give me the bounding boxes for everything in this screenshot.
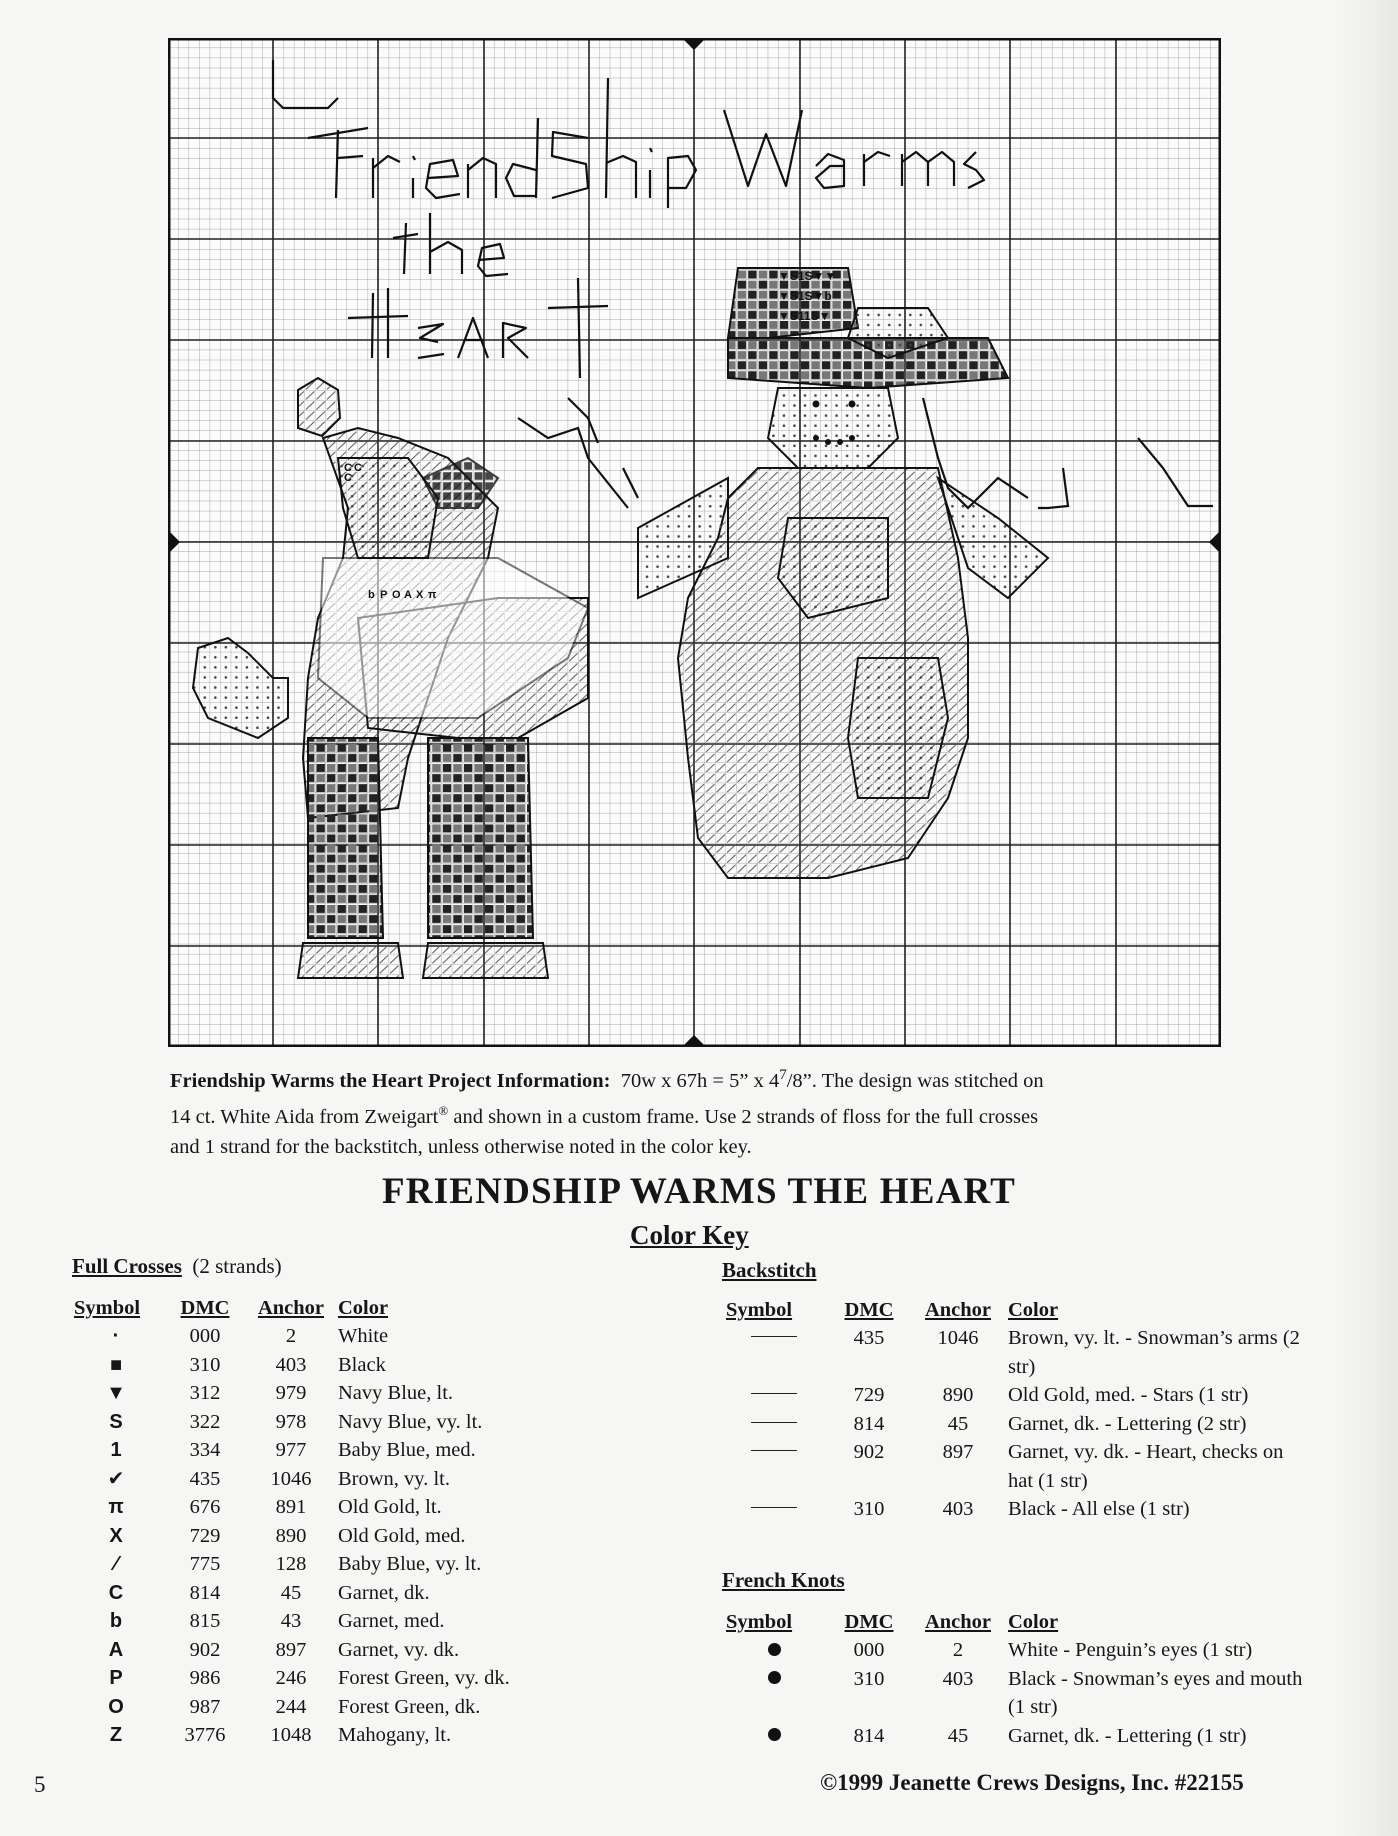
- color-cell: Garnet, med.: [338, 1610, 445, 1632]
- dmc-cell: 902: [189, 1638, 221, 1661]
- backstitch-line-icon: [751, 1336, 797, 1337]
- color-cell: Mahogany, lt.: [338, 1724, 452, 1746]
- bs-col-symbol: Symbol: [726, 1299, 793, 1321]
- penguin-cell-c2: C: [354, 462, 362, 474]
- color-cell: Brown, vy. lt. - Snowman’s arms (2 str): [1008, 1327, 1300, 1378]
- color-cell: Black - Snowman’s eyes and mouth (1 str): [1008, 1667, 1303, 1718]
- registered-mark: ®: [438, 1102, 449, 1118]
- fk-col-color: Color: [1008, 1611, 1059, 1633]
- snowman-hat-row-1: ▼S1S▼▼: [778, 269, 837, 283]
- table-row: [74, 1721, 518, 1750]
- table-row: [74, 1465, 518, 1494]
- french-knots-heading: [722, 1568, 845, 1593]
- snowman-hat-row-3: ▼S11S▼: [778, 309, 831, 323]
- color-cell: Black: [338, 1353, 386, 1376]
- anchor-cell: 891: [275, 1496, 307, 1518]
- symbol-cell: ·: [112, 1325, 120, 1347]
- dmc-cell: 310: [853, 1667, 885, 1690]
- symbol-cell: [726, 1324, 830, 1381]
- dmc-cell: 814: [853, 1412, 885, 1435]
- penguin-cell-c3: C: [344, 472, 352, 484]
- symbol-cell: O: [108, 1695, 124, 1718]
- dmc-cell: 729: [189, 1524, 221, 1547]
- project-info-size-end: /8”. The design was stitched on: [786, 1069, 1044, 1092]
- anchor-cell: 45: [947, 1724, 969, 1747]
- table-row: [74, 1379, 518, 1408]
- table-row: [726, 1324, 1316, 1381]
- penguin-cell-o: O: [392, 589, 401, 601]
- anchor-cell: 403: [942, 1498, 974, 1520]
- project-information: [170, 1060, 1230, 1162]
- anchor-cell: 977: [275, 1439, 307, 1461]
- backstitch-table: [726, 1292, 1316, 1524]
- dmc-cell: 729: [853, 1384, 885, 1406]
- col-symbol: Symbol: [74, 1297, 141, 1319]
- symbol-cell: π: [108, 1496, 124, 1518]
- table-row: [726, 1438, 1316, 1495]
- anchor-cell: 45: [280, 1581, 302, 1604]
- table-row: [726, 1722, 1316, 1751]
- anchor-cell: 897: [275, 1638, 307, 1661]
- project-info-label: Friendship Warms the Heart Project Information:: [170, 1069, 611, 1092]
- color-cell: Garnet, vy. dk.: [338, 1638, 460, 1661]
- color-cell: White - Penguin’s eyes (1 str): [1008, 1639, 1253, 1661]
- symbol-cell: A: [108, 1638, 124, 1661]
- penguin-cell-c1: C: [344, 462, 352, 474]
- anchor-cell: 403: [942, 1667, 974, 1690]
- table-row: [74, 1636, 518, 1665]
- table-row: [74, 1693, 518, 1722]
- symbol-cell: ■: [109, 1353, 123, 1376]
- dmc-cell: 435: [189, 1467, 221, 1490]
- symbol-cell: S: [109, 1410, 123, 1433]
- dmc-cell: 987: [189, 1695, 221, 1718]
- anchor-cell: 2: [285, 1325, 297, 1347]
- project-info-frame: and shown in a custom frame. Use 2 strands of floss for the full crosses: [448, 1105, 1039, 1128]
- symbol-cell: C: [108, 1581, 124, 1604]
- color-cell: Garnet, dk.: [338, 1581, 430, 1604]
- symbol-cell: [726, 1722, 830, 1751]
- table-row: [74, 1351, 518, 1380]
- anchor-cell: 244: [275, 1695, 307, 1718]
- table-row: [726, 1636, 1316, 1665]
- dmc-cell: 902: [853, 1441, 885, 1463]
- color-cell: White: [338, 1325, 389, 1347]
- backstitch-heading: [722, 1258, 817, 1283]
- snowman-hat-row-2: ▼S1S▼b: [778, 289, 832, 303]
- anchor-cell: 246: [275, 1667, 307, 1689]
- dmc-cell: 310: [189, 1353, 221, 1376]
- fk-col-symbol: Symbol: [726, 1611, 793, 1633]
- symbol-cell: [726, 1495, 830, 1524]
- anchor-cell: 1046: [937, 1327, 979, 1349]
- anchor-cell: 978: [275, 1410, 307, 1433]
- fk-col-anchor: Anchor: [924, 1611, 992, 1633]
- table-row: [74, 1322, 518, 1351]
- color-cell: Brown, vy. lt.: [338, 1467, 450, 1490]
- anchor-cell: 128: [275, 1553, 307, 1575]
- table-row: [74, 1579, 518, 1608]
- project-info-frac: 7: [779, 1067, 787, 1083]
- penguin-cell-x: X: [416, 589, 424, 601]
- penguin-cell-p: P: [380, 589, 388, 601]
- symbol-cell: [726, 1665, 830, 1722]
- copyright: ©1999 Jeanette Crews Designs, Inc. #22155: [820, 1770, 1244, 1795]
- color-cell: Garnet, dk. - Lettering (1 str): [1008, 1724, 1247, 1747]
- col-color: Color: [338, 1297, 389, 1319]
- symbol-cell: ⁄: [114, 1553, 118, 1575]
- table-row: [726, 1665, 1316, 1722]
- table-row: [74, 1408, 518, 1437]
- symbol-cell: ✔: [107, 1467, 125, 1490]
- dmc-cell: 815: [189, 1610, 221, 1632]
- dmc-cell: 334: [189, 1439, 221, 1461]
- fk-col-dmc: DMC: [844, 1611, 894, 1633]
- table-row: [726, 1381, 1316, 1410]
- color-cell: Baby Blue, vy. lt.: [338, 1553, 482, 1575]
- anchor-cell: 45: [947, 1412, 969, 1435]
- dmc-cell: 310: [853, 1498, 885, 1520]
- pattern-title: FRIENDSHIP WARMS THE HEART: [381, 1171, 1017, 1212]
- table-row: [74, 1522, 518, 1551]
- dmc-cell: 000: [189, 1325, 221, 1347]
- full-crosses-label: Full Crosses: [72, 1254, 182, 1278]
- anchor-cell: 2: [952, 1639, 964, 1661]
- french-knot-dot-icon: [768, 1643, 781, 1656]
- table-row: [726, 1410, 1316, 1439]
- penguin-cell-b: b: [368, 589, 375, 601]
- symbol-cell: [726, 1381, 830, 1410]
- symbol-cell: [726, 1410, 830, 1439]
- backstitch-line-icon: [751, 1393, 797, 1394]
- cross-stitch-chart: [168, 38, 1221, 1047]
- anchor-cell: 43: [280, 1610, 302, 1632]
- symbol-cell: Z: [109, 1724, 123, 1746]
- full-crosses-heading: [72, 1254, 282, 1279]
- page-edge-shade: [1338, 0, 1398, 1836]
- table-row: [74, 1664, 518, 1693]
- color-cell: Forest Green, vy. dk.: [338, 1667, 510, 1689]
- dmc-cell: 814: [189, 1581, 221, 1604]
- project-info-size: 70w x 67h = 5” x 4: [620, 1069, 780, 1092]
- table-row: [74, 1607, 518, 1636]
- table-row: [74, 1493, 518, 1522]
- color-cell: Old Gold, med. - Stars (1 str): [1008, 1384, 1249, 1406]
- anchor-cell: 890: [275, 1524, 307, 1547]
- color-cell: Forest Green, dk.: [338, 1695, 481, 1718]
- symbol-cell: X: [109, 1524, 123, 1547]
- bs-col-color: Color: [1008, 1299, 1059, 1321]
- dmc-cell: 775: [189, 1553, 221, 1575]
- bs-col-dmc: DMC: [844, 1299, 894, 1321]
- anchor-cell: 890: [942, 1384, 974, 1406]
- col-anchor: Anchor: [257, 1297, 325, 1319]
- symbol-cell: 1: [110, 1439, 122, 1461]
- color-cell: Old Gold, lt.: [338, 1496, 442, 1518]
- page-number: 5: [34, 1772, 46, 1797]
- color-cell: Navy Blue, lt.: [338, 1382, 454, 1404]
- table-row: [74, 1436, 518, 1465]
- french-knot-dot-icon: [768, 1728, 781, 1741]
- anchor-cell: 979: [275, 1382, 307, 1404]
- symbol-cell: [726, 1636, 830, 1665]
- french-knot-dot-icon: [768, 1671, 781, 1684]
- color-key-heading: Color Key: [630, 1220, 749, 1250]
- full-crosses-note: (2 strands): [192, 1254, 282, 1278]
- color-cell: Baby Blue, med.: [338, 1439, 476, 1461]
- dmc-cell: 435: [853, 1327, 885, 1349]
- backstitch-line-icon: [751, 1422, 797, 1423]
- dmc-cell: 814: [853, 1724, 885, 1747]
- dmc-cell: 3776: [184, 1724, 226, 1746]
- color-cell: Navy Blue, vy. lt.: [338, 1410, 483, 1433]
- col-dmc: DMC: [180, 1297, 230, 1319]
- backstitch-line-icon: [751, 1507, 797, 1508]
- french-knots-label: French Knots: [722, 1568, 845, 1592]
- penguin-cell-pi: π: [428, 589, 437, 601]
- anchor-cell: 1046: [270, 1467, 312, 1490]
- anchor-cell: 1048: [270, 1724, 312, 1746]
- anchor-cell: 403: [275, 1353, 307, 1376]
- full-crosses-table: [74, 1290, 518, 1750]
- anchor-cell: 897: [942, 1441, 974, 1463]
- color-cell: Black - All else (1 str): [1008, 1498, 1190, 1520]
- color-cell: Garnet, dk. - Lettering (2 str): [1008, 1412, 1247, 1435]
- project-info-strands: and 1 strand for the backstitch, unless otherwise noted in the color key.: [170, 1135, 752, 1158]
- color-cell: Old Gold, med.: [338, 1524, 466, 1547]
- dmc-cell: 322: [189, 1410, 221, 1433]
- symbol-cell: ▼: [106, 1382, 126, 1404]
- color-cell: Garnet, vy. dk. - Heart, checks on hat (1 str): [1008, 1441, 1284, 1492]
- symbol-cell: [726, 1438, 830, 1495]
- project-info-fabric: 14 ct. White Aida from Zweigart: [170, 1105, 439, 1128]
- table-row: [74, 1550, 518, 1579]
- dmc-cell: 312: [189, 1382, 221, 1404]
- backstitch-label: Backstitch: [722, 1258, 817, 1282]
- dmc-cell: 986: [189, 1667, 221, 1689]
- table-row: [726, 1495, 1316, 1524]
- penguin-cell-a: A: [404, 589, 412, 601]
- dmc-cell: 676: [189, 1496, 221, 1518]
- symbol-cell: b: [109, 1610, 123, 1632]
- dmc-cell: 000: [853, 1639, 885, 1661]
- symbol-cell: P: [109, 1667, 123, 1689]
- french-knots-table: [726, 1604, 1316, 1750]
- backstitch-line-icon: [751, 1450, 797, 1451]
- bs-col-anchor: Anchor: [924, 1299, 992, 1321]
